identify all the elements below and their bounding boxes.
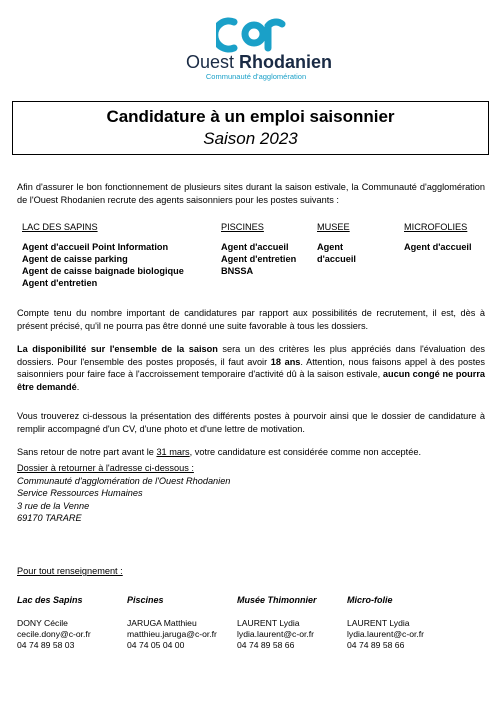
contact-phone: 04 74 05 04 00 [127,640,185,650]
contact-email[interactable]: matthieu.jaruga@c-or.fr [127,629,217,639]
cor-logo-mark-icon [216,14,296,54]
contact-site: Musée Thimonnier [237,595,317,605]
contact-lac [17,595,91,651]
site-column-microfolies [404,221,472,253]
post-item: BNSSA [221,266,254,276]
logo-wordmark: Ouest Rhodanien [186,52,333,72]
contact-phone: 04 74 89 58 66 [347,640,405,650]
post-item: Agent de caisse parking [22,254,128,264]
season-subtitle: Saison 2023 [203,129,298,148]
logo-subtitle: Communauté d'agglomération [205,72,307,81]
contact-piscines [127,595,217,651]
contact-email[interactable]: cecile.dony@c-or.fr [17,629,91,639]
post-item: Agent d'accueil Point Information [22,242,169,252]
contact-name: LAURENT Lydia [347,618,410,628]
contact-email[interactable]: lydia.laurent@c-or.fr [347,629,425,639]
contact-phone: 04 74 89 58 03 [17,640,75,650]
return-address [17,462,230,525]
cor-logo [186,14,333,84]
post-item: Agent d'accueil [404,242,472,252]
deadline-paragraph: Sans retour de notre part avant le 31 mars, votre candidature est considérée comme non acceptée. [17,447,421,457]
site-heading: MICROFOLIES [404,222,468,232]
site-heading: LAC DES SAPINS [22,222,98,232]
contact-microfolie [347,595,424,651]
site-column-lac [22,221,184,289]
post-item: Agent d'entretien [22,278,98,288]
post-item: Agent de caisse baignade biologique [22,266,184,276]
contact-site: Piscines [127,595,164,605]
contact-musee [237,595,317,651]
address-line: Communauté d'agglomération de l'Ouest Rhodanien [17,475,231,486]
address-heading: Dossier à retourner à l'adresse ci-dessous : [17,463,194,473]
contact-site: Micro-folie [347,595,393,605]
presentation-paragraph: Vous trouverez ci-dessous la présentation des différents postes à pourvoir ainsi que le dossier de candidature à remplir accompagné d'un CV, d'une photo et d'une lettre de motivation. [17,411,485,434]
contact-name: LAURENT Lydia [237,618,300,628]
post-item: Agent d'accueil [221,242,289,252]
post-item: Agent [317,242,344,252]
contact-site: Lac des Sapins [17,595,83,605]
title-box [12,101,489,155]
contact-phone: 04 74 89 58 66 [237,640,295,650]
address-line: 3 rue de la Venne [17,500,90,511]
contact-name: DONY Cécile [17,618,68,628]
info-heading: Pour tout renseignement : [17,566,123,576]
contact-name: JARUGA Matthieu [127,618,197,628]
site-column-musee [317,221,356,265]
candidates-paragraph: Compte tenu du nombre important de candidatures par rapport aux possibilités de recrutement, il est, dès à présent précisé, qu'il ne pourra pas être donné une suite favorable à tous les dossiers. [17,308,485,331]
intro-paragraph: Afin d'assurer le bon fonctionnement de plusieurs sites durant la saison estivale, la Communauté d'agglomération de l'Ouest Rhodanien recrute des agents saisonniers pour les postes suivants : [17,182,485,205]
site-column-piscines [221,221,296,277]
post-item: d'accueil [317,254,356,264]
site-heading: PISCINES [221,222,264,232]
address-line: 69170 TARARE [17,513,82,523]
availability-paragraph: La disponibilité sur l'ensemble de la saison sera un des critères les plus appréciés dans l'évaluation des dossiers. Pour l'ensemble des postes proposés, il faut avoir 18 ans. Attention, nous faisons appel à des postes saisonniers pour faire face à l'accroissement temporaire d'activité dû à la saison estivale, aucun congé ne pourra être demandé. [17,344,486,392]
contact-email[interactable]: lydia.laurent@c-or.fr [237,629,315,639]
address-line: Service Ressources Humaines [17,488,143,498]
page-title: Candidature à un emploi saisonnier [106,107,395,126]
post-item: Agent d'entretien [221,254,297,264]
site-heading: MUSEE [317,222,350,232]
